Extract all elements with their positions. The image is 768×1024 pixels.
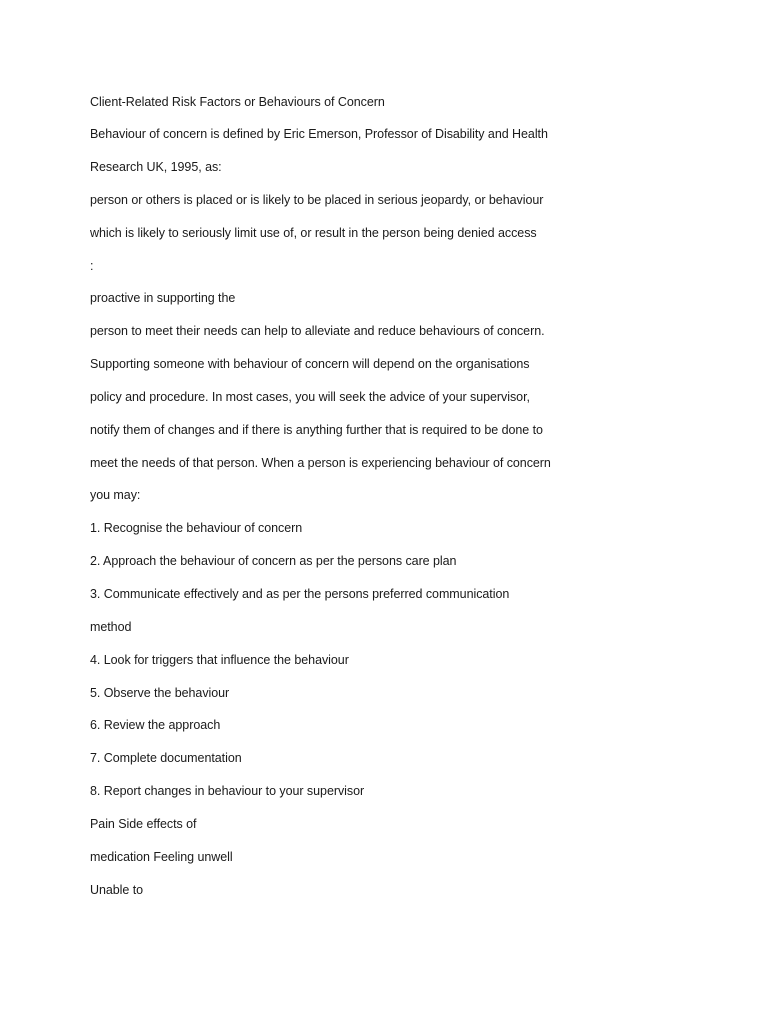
list-item: 2. Approach the behaviour of concern as per the persons care plan xyxy=(90,554,457,568)
list-item-continuation: method xyxy=(90,620,132,634)
list-item: 3. Communicate effectively and as per the persons preferred communication xyxy=(90,587,510,601)
document-title: Client-Related Risk Factors or Behaviours of Concern xyxy=(90,95,385,109)
text-line: proactive in supporting the xyxy=(90,291,236,305)
text-line: meet the needs of that person. When a person is experiencing behaviour of concern xyxy=(90,456,551,470)
text-line: Supporting someone with behaviour of concern will depend on the organisations xyxy=(90,357,530,371)
text-line: person to meet their needs can help to alleviate and reduce behaviours of concern. xyxy=(90,324,545,338)
list-item: 8. Report changes in behaviour to your supervisor xyxy=(90,784,365,798)
list-item: 7. Complete documentation xyxy=(90,751,242,765)
text-line: medication Feeling unwell xyxy=(90,850,233,864)
text-line: : xyxy=(90,259,94,273)
text-line: which is likely to seriously limit use of, or result in the person being denied access xyxy=(90,226,537,240)
text-line: Pain Side effects of xyxy=(90,817,197,831)
text-line: Research UK, 1995, as: xyxy=(90,160,222,174)
list-item: 5. Observe the behaviour xyxy=(90,686,230,700)
text-line: you may: xyxy=(90,488,141,502)
text-line: Unable to xyxy=(90,883,144,897)
list-item: 1. Recognise the behaviour of concern xyxy=(90,521,303,535)
text-line: person or others is placed or is likely to be placed in serious jeopardy, or behaviour xyxy=(90,193,544,207)
text-line: policy and procedure. In most cases, you will seek the advice of your supervisor, xyxy=(90,390,530,404)
text-line: notify them of changes and if there is anything further that is required to be done to xyxy=(90,423,543,437)
list-item: 6. Review the approach xyxy=(90,718,221,732)
list-item: 4. Look for triggers that influence the behaviour xyxy=(90,653,349,667)
text-line: Behaviour of concern is defined by Eric Emerson, Professor of Disability and Health xyxy=(90,127,548,141)
